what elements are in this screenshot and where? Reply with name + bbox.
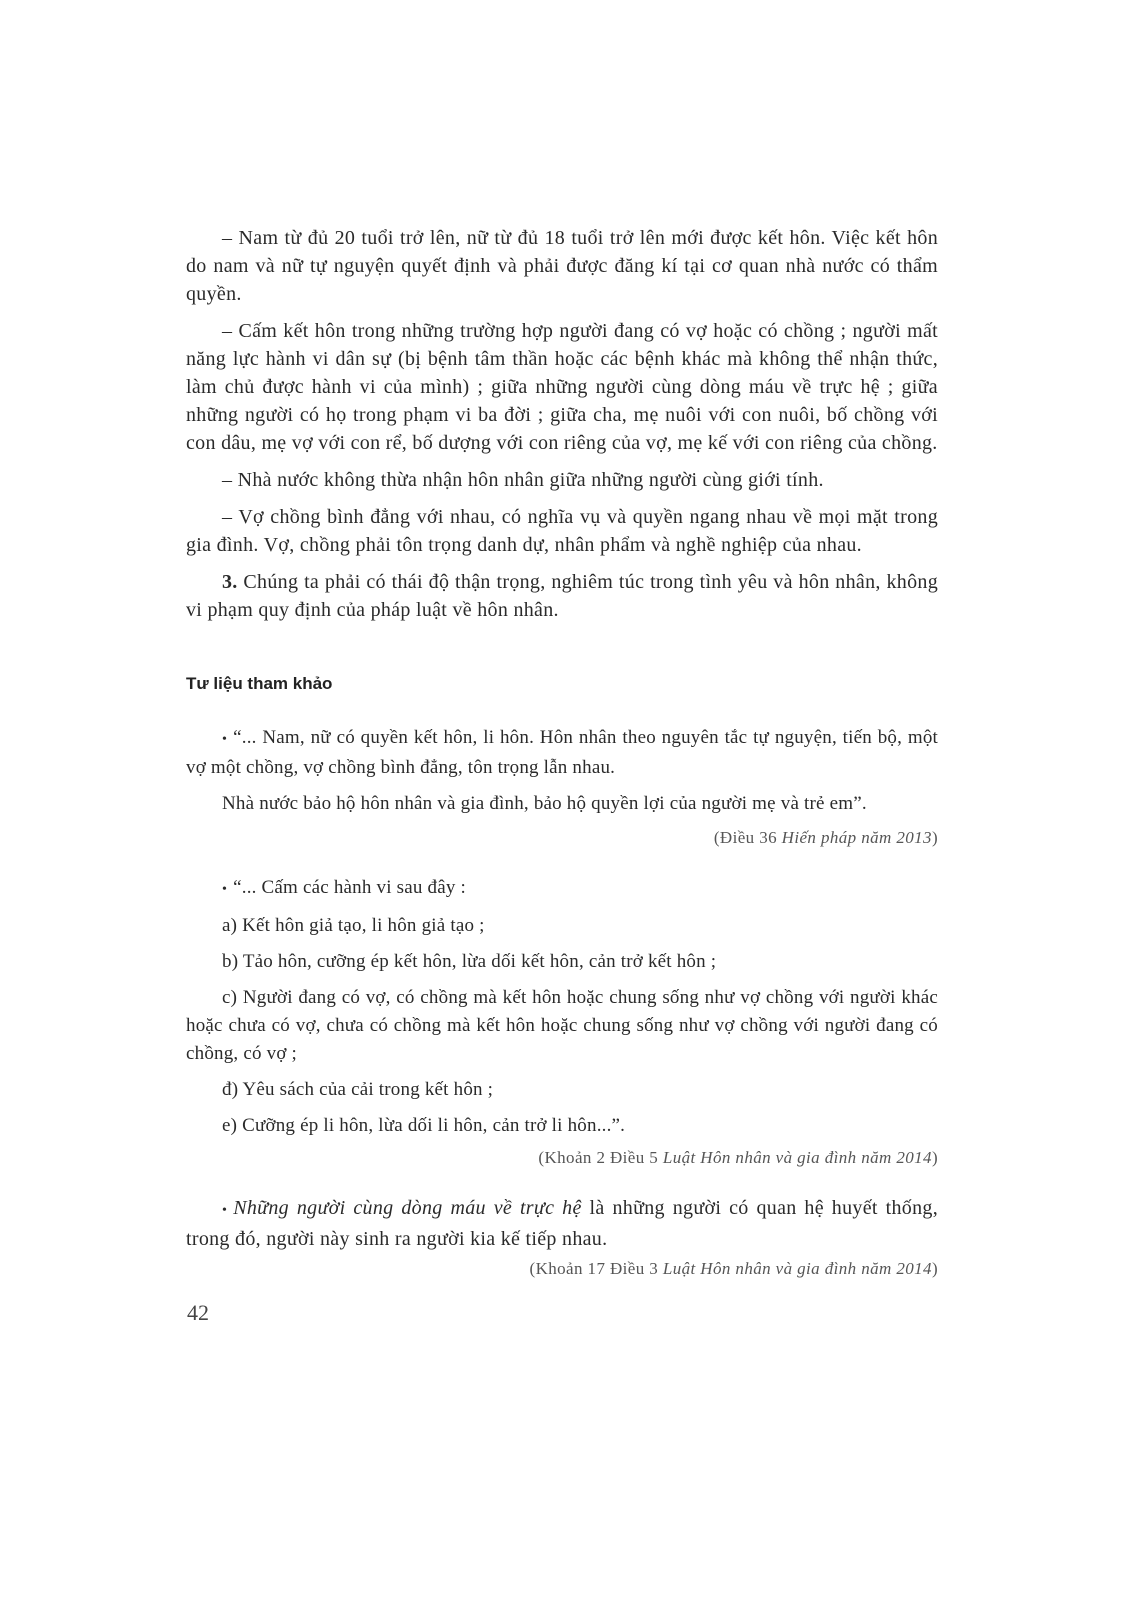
- list-item: e) Cưỡng ép li hôn, lừa dối li hôn, cản trở li hôn...”.: [222, 1115, 626, 1136]
- citation-title: Luật Hôn nhân và gia đình năm 2014: [662, 1148, 932, 1167]
- citation-suffix: ): [931, 1259, 938, 1278]
- quote-text: [186, 874, 938, 904]
- conclusion-text: Chúng ta phải có thái độ thận trọng, nghiêm túc trong tình yêu và hôn nhân, không vi phạm quy định của pháp luật về hôn nhân.: [186, 571, 938, 621]
- paragraph-marriage-age: – Nam từ đủ 20 tuổi trở lên, nữ từ đủ 18 tuổi trở lên mới được kết hôn. Việc kết hôn do nam và nữ tự nguyện quyết định và phải được đăng kí tại cơ quan nhà nước có thẩm quyền.: [186, 227, 938, 305]
- citation: [186, 1146, 938, 1170]
- bullet-icon: •: [222, 882, 228, 897]
- citation-title: Hiến pháp năm 2013: [781, 828, 932, 847]
- list-item: b) Tảo hôn, cưỡng ép kết hôn, lừa dối kết hôn, cản trở kết hôn ;: [222, 951, 717, 972]
- citation: [186, 1257, 938, 1281]
- defined-term: Những người cùng dòng máu về trực hệ: [233, 1197, 582, 1219]
- quote-text: [186, 724, 938, 782]
- list-item: c) Người đang có vợ, có chồng mà kết hôn hoặc chung sống như vợ chồng với người khác hoặc chưa có vợ, chưa có chồng mà kết hôn hoặc chung sống như vợ chồng với người đang có chồng, có vợ ;: [186, 987, 938, 1064]
- citation-title: Luật Hôn nhân và gia đình năm 2014: [662, 1259, 932, 1278]
- list-item: a) Kết hôn giả tạo, li hôn giả tạo ;: [222, 915, 485, 936]
- definition-text: [186, 1194, 938, 1253]
- reference-definition: [186, 1194, 938, 1281]
- paragraph-spouse-equality: – Vợ chồng bình đẳng với nhau, có nghĩa vụ và quyền ngang nhau về mọi mặt trong gia đình. Vợ, chồng phải tôn trọng danh dự, nhân phẩm và nghề nghiệp của nhau.: [186, 506, 938, 556]
- citation-prefix: (Điều 36: [713, 828, 782, 847]
- quote-intro: “... Cấm các hành vi sau đây :: [233, 877, 466, 898]
- item-number: 3.: [222, 571, 238, 593]
- list-item: đ) Yêu sách của cải trong kết hôn ;: [222, 1079, 494, 1100]
- citation-suffix: ): [931, 828, 938, 847]
- bullet-icon: •: [222, 1203, 228, 1218]
- paragraph-same-sex: – Nhà nước không thừa nhận hôn nhân giữa những người cùng giới tính.: [222, 469, 824, 491]
- page-number: 42: [187, 1300, 209, 1325]
- citation-suffix: ): [931, 1148, 938, 1167]
- reference-prohibited-acts: [186, 874, 938, 1170]
- paragraph-conclusion: [186, 568, 938, 624]
- quote-line: Nhà nước bảo hộ hôn nhân và gia đình, bảo hộ quyền lợi của người mẹ và trẻ em”.: [222, 793, 867, 814]
- bullet-icon: •: [222, 732, 228, 747]
- definition-body: là những người có quan hệ huyết thống, trong đó, người này sinh ra người kia kế tiếp nhau.: [186, 1197, 938, 1250]
- paragraph-marriage-prohibitions: – Cấm kết hôn trong những trường hợp người đang có vợ hoặc có chồng ; người mất năng lực hành vi dân sự (bị bệnh tâm thần hoặc các bệnh khác mà không thể nhận thức, làm chủ được hành vi của mình) ; giữa những người cùng dòng máu về trực hệ ; giữa những người có họ trong phạm vi ba đời ; giữa cha, mẹ nuôi với con nuôi, bố chồng với con dâu, mẹ vợ với con rể, bố dượng với con riêng của vợ, mẹ kế với con riêng của chồng.: [186, 320, 938, 454]
- citation-prefix: (Khoản 2 Điều 5: [538, 1148, 663, 1167]
- citation: [186, 826, 938, 850]
- reference-constitution: [186, 724, 938, 850]
- citation-prefix: (Khoản 17 Điều 3: [529, 1259, 663, 1278]
- quote-line: “... Nam, nữ có quyền kết hôn, li hôn. Hôn nhân theo nguyên tắc tự nguyện, tiến bộ, một vợ một chồng, vợ chồng bình đẳng, tôn trọng lẫn nhau.: [186, 727, 938, 778]
- page-body: [186, 224, 938, 1281]
- reference-heading: Tư liệu tham khảo: [186, 674, 333, 693]
